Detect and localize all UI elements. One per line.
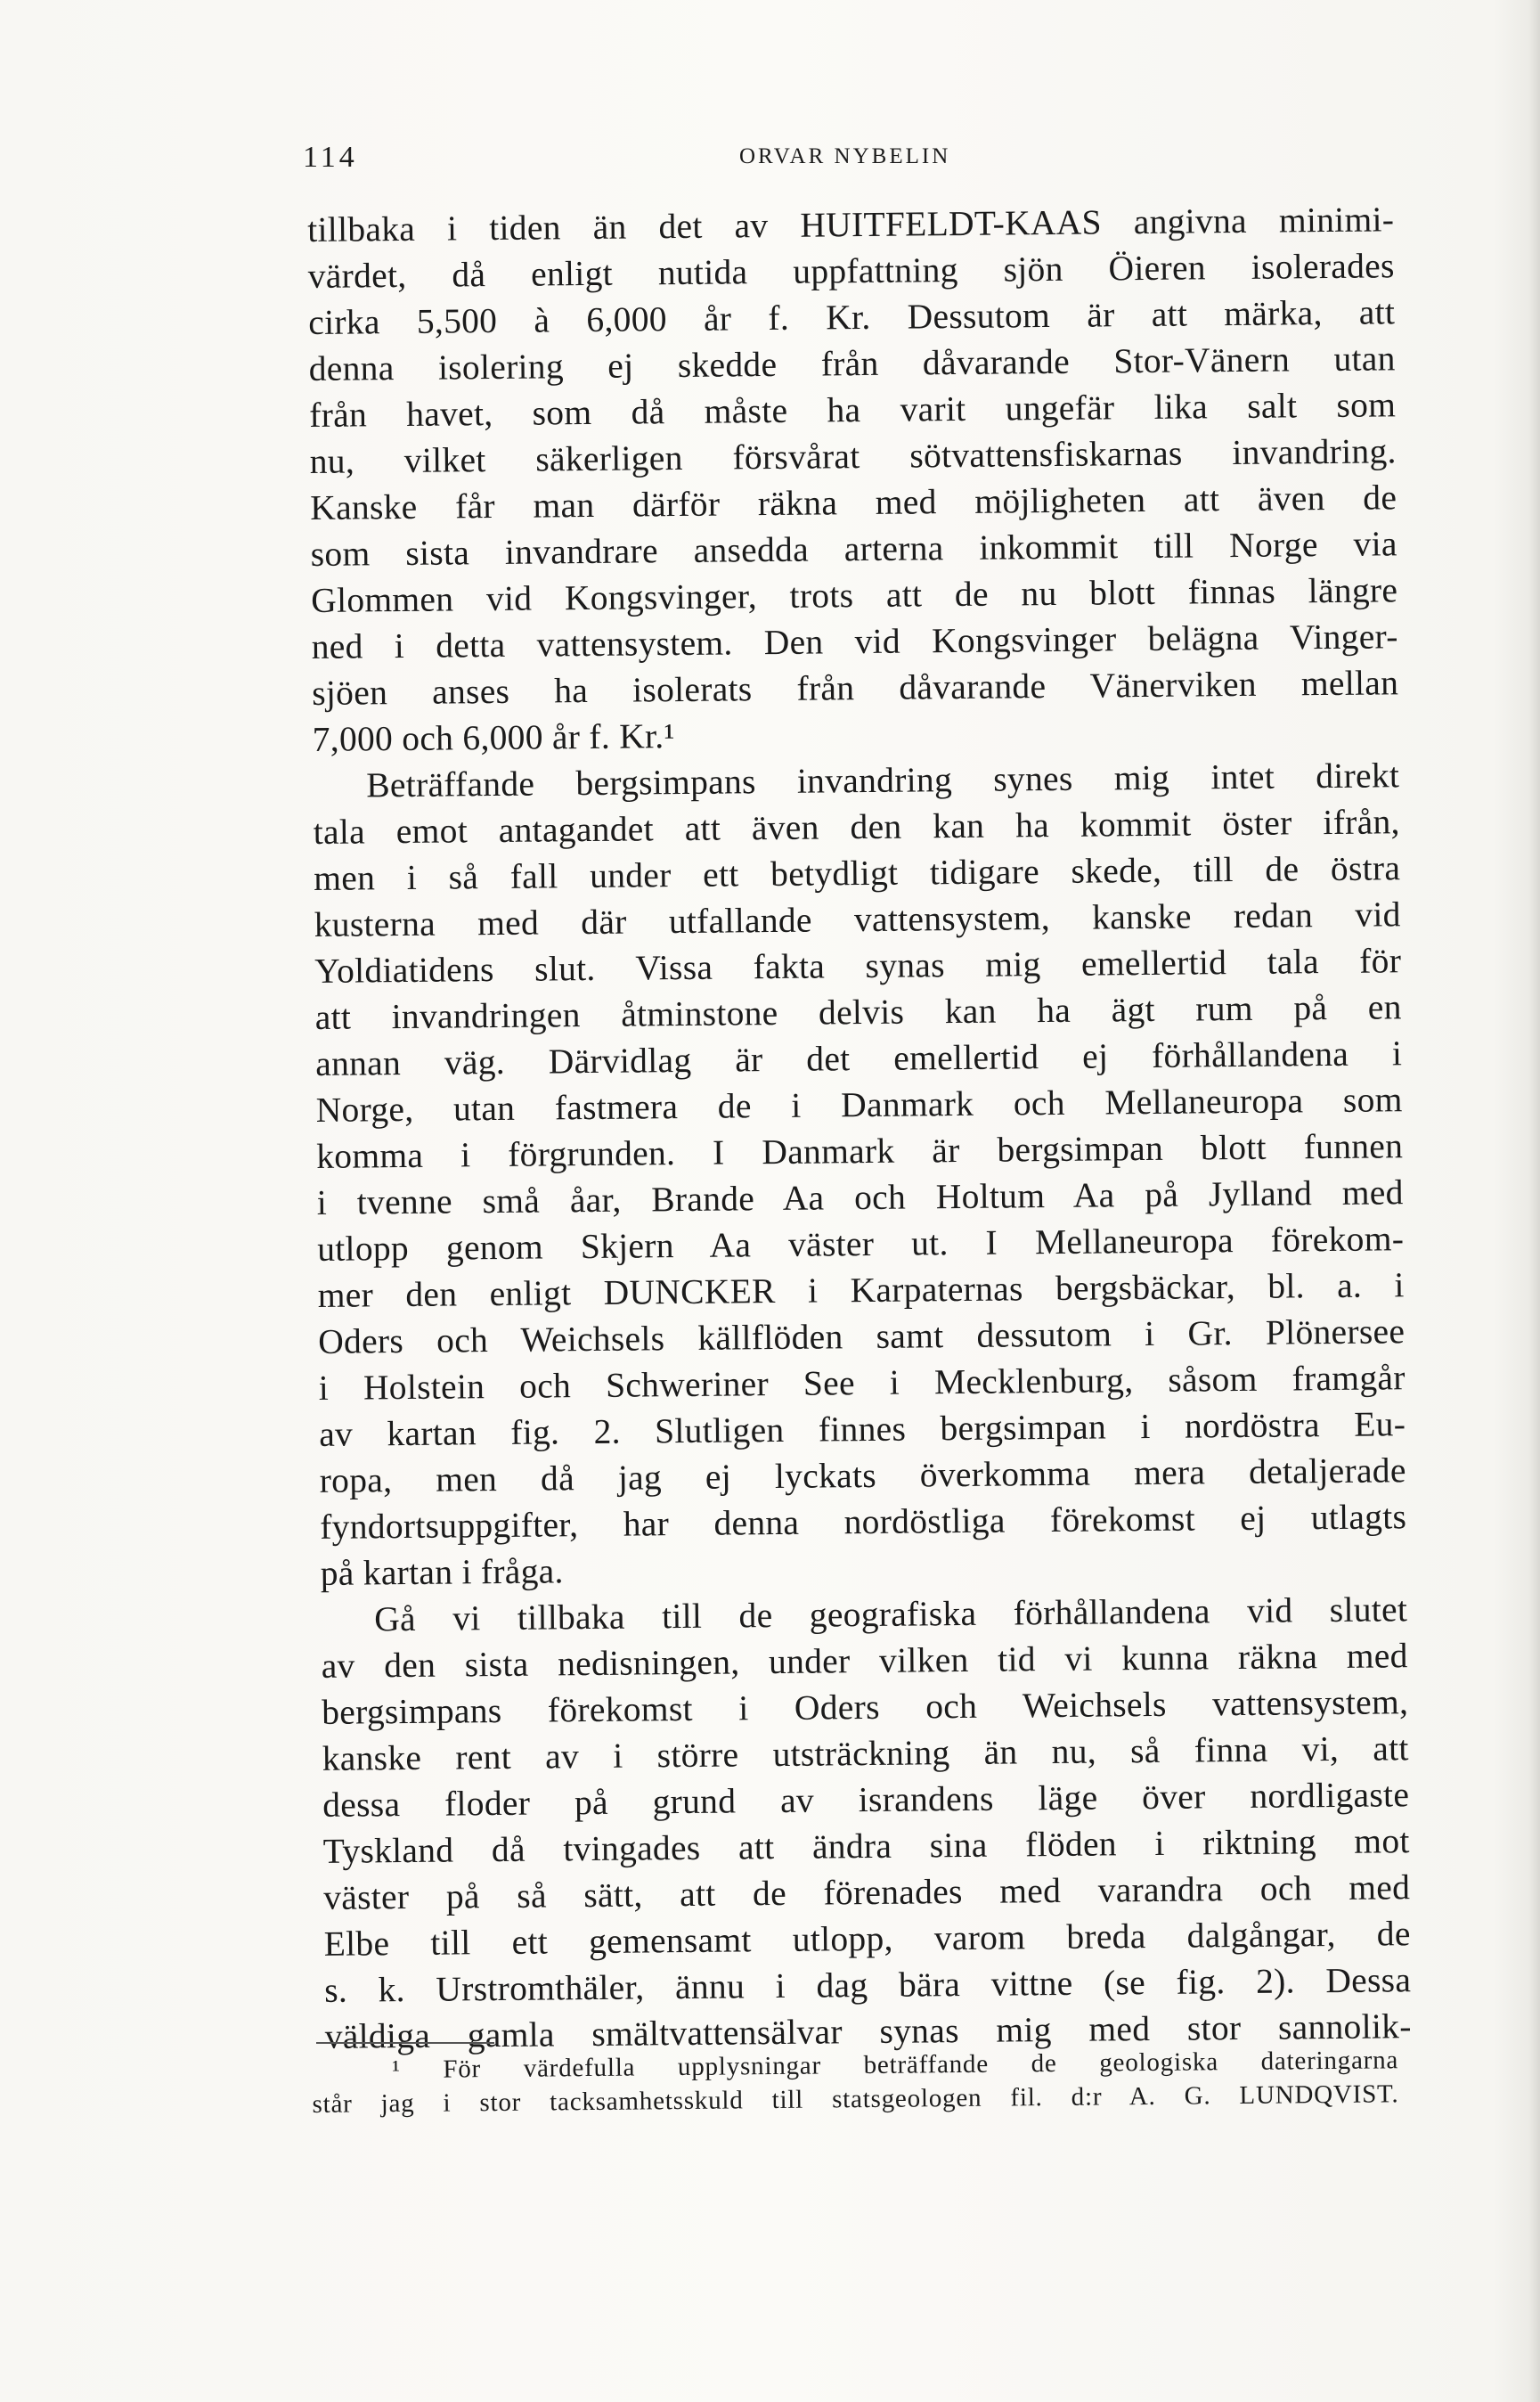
- footnote-divider: [316, 2042, 494, 2044]
- text-line: dessa floder på grund av israndens läge över nordligaste: [322, 1775, 1410, 1825]
- footnote-line: står jag i stor tacksamhetsskuld till statsgeologen fil. d:r A. G. LUNDQVIST.: [312, 2079, 1399, 2119]
- text-line: Norge, utan fastmera de i Danmark och Mellaneuropa som: [315, 1080, 1403, 1130]
- text-line: i Holstein och Schweriner See i Mecklenburg, såsom framgår: [318, 1358, 1406, 1408]
- text-line: kanske rent av i större utsträckning än nu, så finna vi, att: [322, 1728, 1409, 1778]
- text-line: utlopp genom Skjern Aa väster ut. I Mellaneuropa förekom-: [317, 1219, 1405, 1269]
- text-line: ned i detta vattensystem. Den vid Kongsvinger belägna Vinger-: [311, 617, 1398, 666]
- text-line: Elbe till ett gemensamt utlopp, varom breda dalgångar, de: [323, 1914, 1411, 1964]
- text-line: 7,000 och 6,000 år f. Kr.¹: [312, 716, 675, 759]
- text-line: Tyskland då tvingades att ändra sina flöden i riktning mot: [322, 1821, 1410, 1871]
- page-edge: [1528, 0, 1540, 2402]
- text-line: som sista invandrare ansedda arterna inkommit till Norge via: [310, 524, 1397, 574]
- text-line: kusterna med där utfallande vattensystem, kanske redan vid: [314, 895, 1401, 944]
- paragraph-start-line: Beträffande bergsimpans invandring synes mig intet direkt: [366, 756, 1400, 805]
- text-line: väster på så sätt, att de förenades med varandra och med: [323, 1867, 1411, 1917]
- text-line: mer den enligt DUNCKER i Karpaternas bergsbäckar, bl. a. i: [317, 1265, 1405, 1315]
- body-text: [307, 196, 1412, 2060]
- text-line: ropa, men då jag ej lyckats överkomma mera detaljerade: [319, 1450, 1406, 1500]
- page-number: 114: [303, 141, 358, 174]
- text-line: Oders och Weichsels källflöden samt dessutom i Gr. Plönersee: [318, 1311, 1406, 1361]
- text-line: bergsimpans förekomst i Oders och Weichsels vattensystem,: [322, 1682, 1409, 1732]
- text-line: Glommen vid Kongsvinger, trots att de nu blott finnas längre: [311, 570, 1398, 620]
- footnotes: [312, 2043, 1399, 2121]
- text-line: s. k. Urstromthäler, ännu i dag bära vittne (se fig. 2). Dessa: [324, 1960, 1412, 2010]
- text-line: på kartan i fråga.: [320, 1551, 564, 1593]
- text-line: från havet, som då måste ha varit ungefär lika salt som: [309, 385, 1397, 435]
- text-line: av kartan fig. 2. Slutligen finnes bergsimpan i nordöstra Eu-: [319, 1404, 1406, 1454]
- text-line: Kanske får man därför räkna med möjligheten att även de: [310, 478, 1397, 527]
- page-header: [303, 141, 1398, 194]
- text-line: värdet, då enligt nutida uppfattning sjön Öieren isolerades: [307, 246, 1395, 296]
- text-line: annan väg. Därvidlag är det emellertid ej förhållandena i: [315, 1034, 1403, 1083]
- text-line: denna isolering ej skedde från dåvarande Stor-Vänern utan: [308, 339, 1396, 388]
- text-line: cirka 5,500 à 6,000 år f. Kr. Dessutom är att märka, att: [308, 292, 1396, 342]
- paragraph-start-line: Gå vi tillbaka till de geografiska förhållandena vid slutet: [374, 1589, 1408, 1639]
- text-line: komma i förgrunden. I Danmark är bergsimpan blott funnen: [316, 1126, 1404, 1176]
- text-line: fyndortsuppgifter, har denna nordöstliga förekomst ej utlagts: [320, 1497, 1407, 1547]
- text-line: väldiga gamla smältvattensälvar synas mig med stor sannolik-: [324, 2006, 1412, 2056]
- text-line: men i så fall under ett betydligt tidigare skede, till de östra: [314, 848, 1401, 898]
- text-line: tillbaka i tiden än det av HUITFELDT-KAAS angivna minimi-: [307, 200, 1395, 249]
- text-line: sjöen anses ha isolerats från dåvarande Vänerviken mellan: [312, 663, 1399, 713]
- text-line: att invandringen åtminstone delvis kan ha ägt rum på en: [314, 987, 1402, 1037]
- footnote-line: ¹ För värdefulla upplysningar beträffande de geologiska dateringarna: [392, 2046, 1399, 2085]
- text-line: tala emot antagandet att även den kan ha kommit öster ifrån,: [313, 802, 1400, 852]
- running-head: ORVAR NYBELIN: [739, 144, 951, 168]
- text-line: nu, vilket säkerligen försvårat sötvattensfiskarnas invandring.: [309, 431, 1397, 481]
- text-line: i tvenne små åar, Brande Aa och Holtum Aa på Jylland med: [316, 1172, 1404, 1222]
- text-line: Yoldiatidens slut. Vissa fakta synas mig emellertid tala för: [314, 941, 1402, 991]
- text-line: av den sista nedisningen, under vilken tid vi kunna räkna med: [321, 1636, 1408, 1686]
